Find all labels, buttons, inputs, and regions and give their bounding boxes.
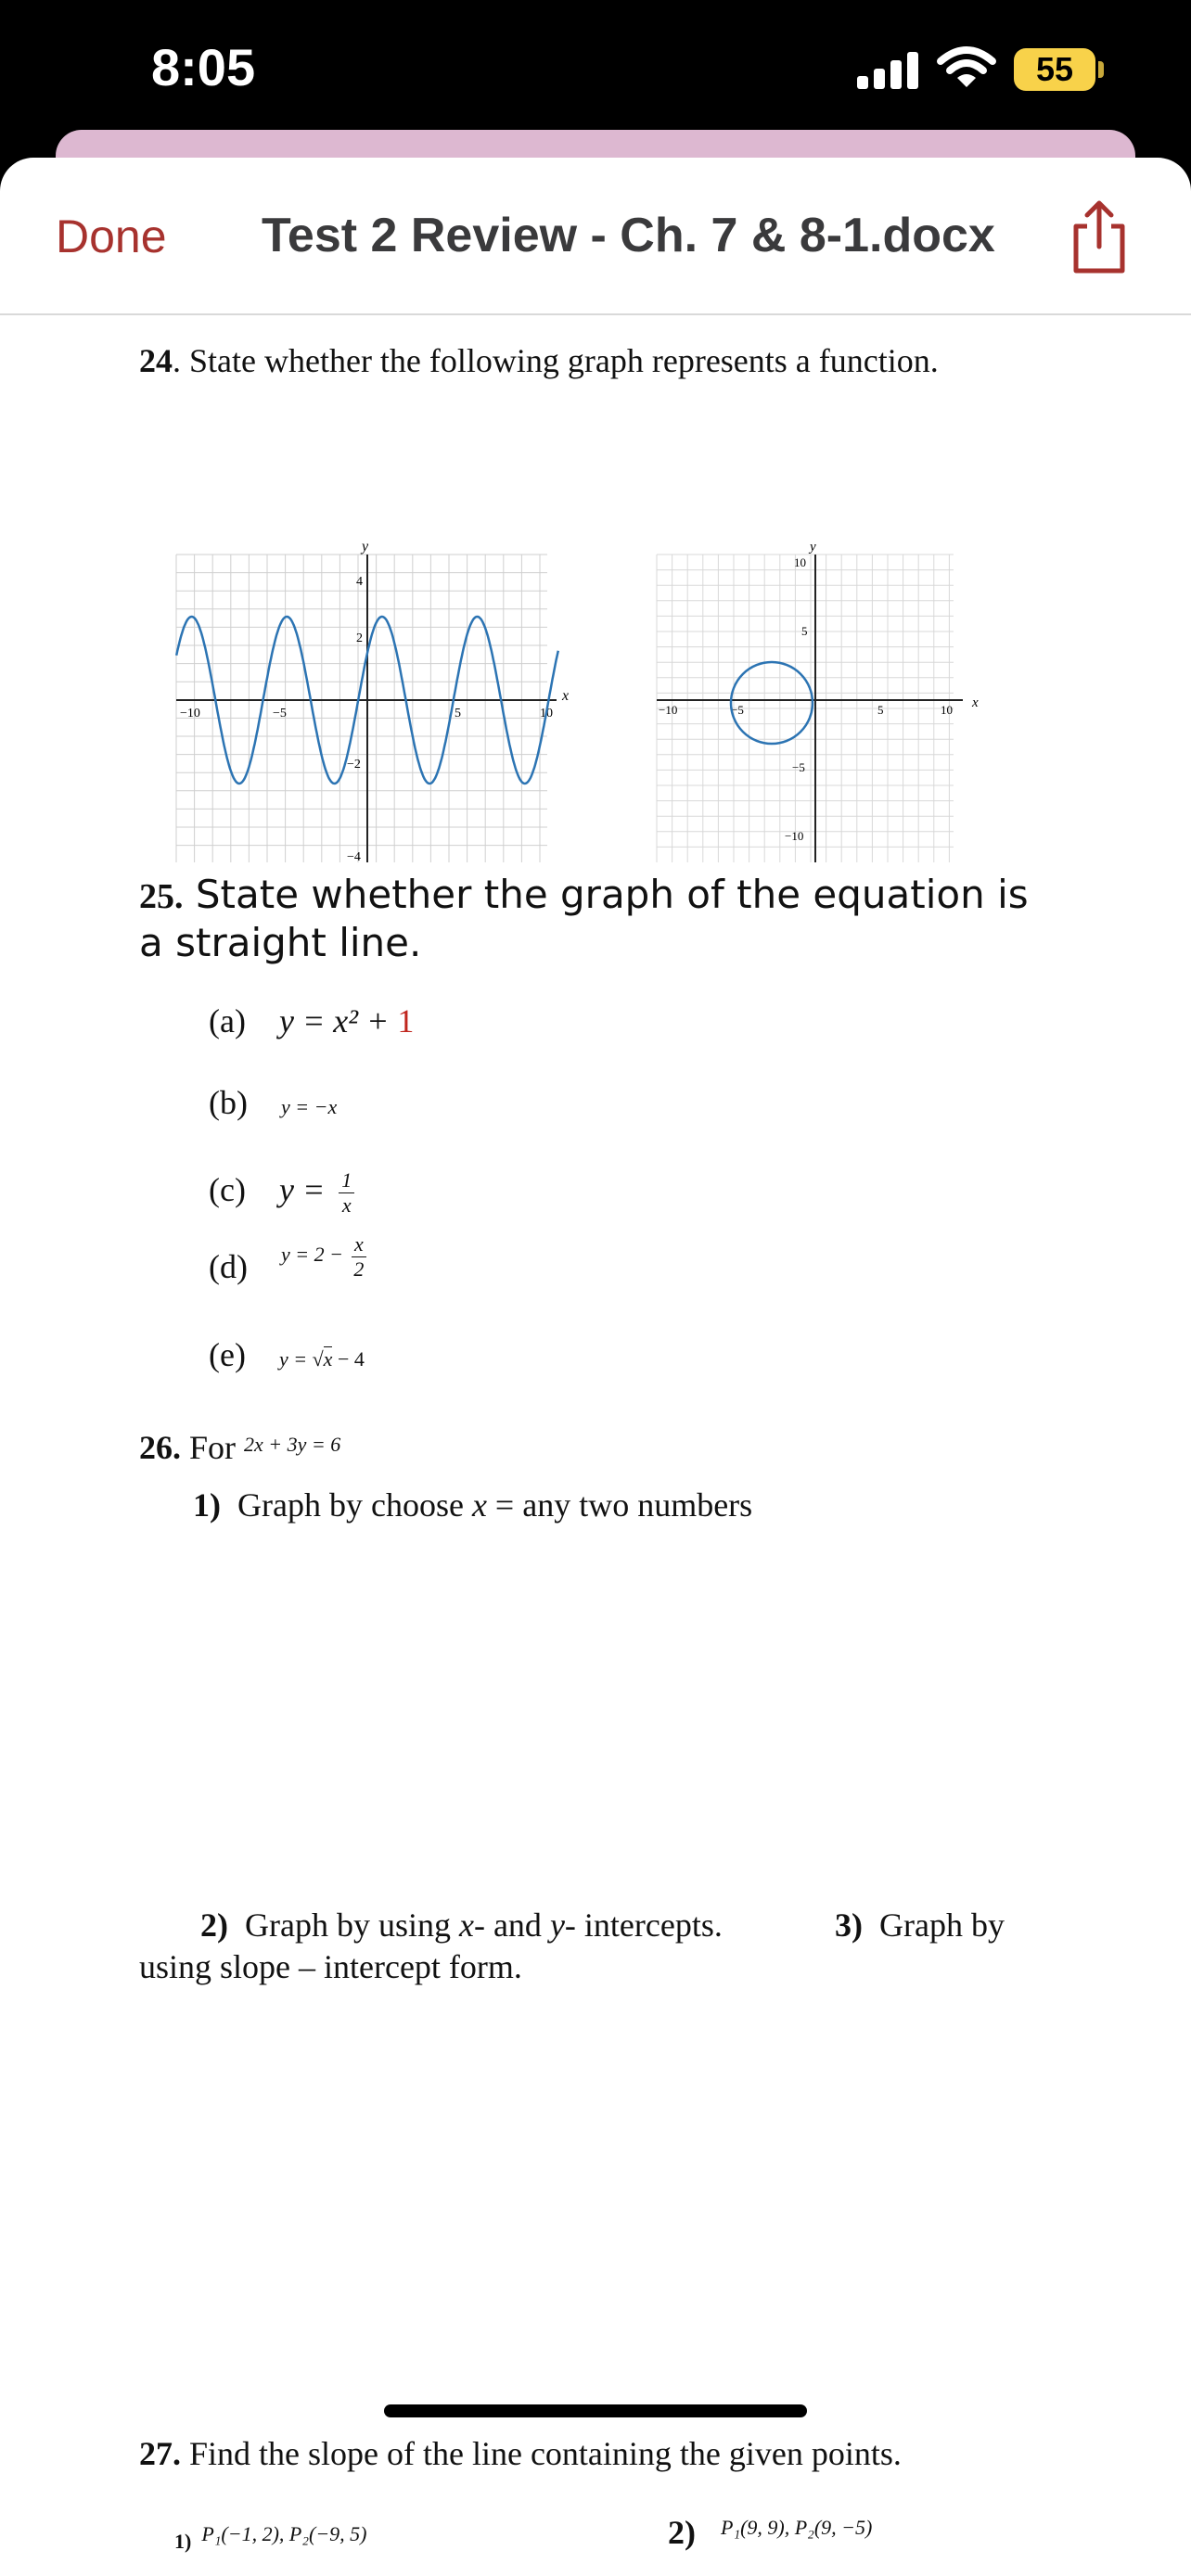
q26-step3	[835, 1906, 1005, 1945]
sqrt-symbol: √	[312, 1347, 324, 1371]
graph1-y-tick: 2	[356, 631, 363, 645]
share-icon[interactable]	[1067, 198, 1132, 276]
q25-text-line1: State whether the graph of the equation is	[195, 872, 1029, 917]
document-content	[0, 315, 1191, 2553]
graph1-y-tick: −4	[347, 850, 361, 864]
point-pair: P₁(9, 9), P₂(9, −5)	[721, 2516, 873, 2539]
battery-indicator: 55	[1014, 48, 1095, 91]
part-number: 1)	[174, 2530, 192, 2553]
graph2-x-tick: 10	[941, 703, 953, 717]
part-number: 2)	[668, 2514, 696, 2551]
sqrt-radicand: x	[323, 1347, 333, 1371]
status-bar	[0, 0, 1191, 130]
q24-text: State whether the following graph represents a function.	[189, 342, 939, 379]
graph2-x-tick: −10	[659, 703, 678, 717]
step-variable-x: x	[458, 1906, 474, 1944]
item-equation: y =	[278, 1170, 326, 1208]
item-fraction	[339, 1168, 354, 1218]
document-viewer	[0, 158, 1191, 2576]
q24-prompt: 24. State whether the following graph represents a function.	[139, 342, 939, 379]
q26-step3-continued: using slope – intercept form.	[139, 1948, 522, 1985]
graph2-x-tick: 5	[877, 703, 884, 717]
step-text-tail: = any two numbers	[486, 1486, 753, 1524]
q24-graph-circle	[657, 540, 1000, 876]
q26-equation: 2x + 3y = 6	[244, 1433, 341, 1456]
step-variable: x	[471, 1486, 487, 1524]
q26-prompt	[139, 1428, 340, 1467]
item-equation: y =	[278, 1347, 313, 1371]
item-equation-constant: 1	[397, 1002, 415, 1039]
graph2-y-tick: −10	[785, 829, 804, 843]
point-pair: P₁(−1, 2), P₂(−9, 5)	[201, 2522, 367, 2545]
item-equation: y = 2 −	[280, 1243, 343, 1266]
wifi-icon	[937, 46, 996, 89]
q27-part2	[668, 2513, 872, 2552]
graph2-y-tick: 10	[794, 555, 806, 569]
cellular-signal-icon	[857, 52, 922, 89]
graph1-y-label: y	[362, 539, 369, 555]
step-number: 1)	[193, 1486, 221, 1524]
q25-item-d	[209, 1232, 366, 1294]
item-label: (e)	[209, 1336, 246, 1373]
graph1-x-tick: 5	[455, 707, 461, 721]
step-text: Graph by	[879, 1906, 1005, 1944]
home-indicator[interactable]	[384, 2404, 807, 2417]
graph2-y-tick: 5	[801, 624, 808, 638]
q25-prompt	[139, 872, 1029, 966]
status-time: 8:05	[151, 38, 256, 96]
q26-for: For	[189, 1429, 237, 1466]
step-number: 3)	[835, 1906, 863, 1944]
q25-item-b	[209, 1083, 337, 1122]
fraction-denominator: x	[341, 1193, 352, 1217]
q26-number: 26.	[139, 1429, 181, 1466]
q26-step1	[193, 1486, 752, 1524]
item-label: (c)	[209, 1170, 246, 1208]
graph1-y-tick: −2	[347, 758, 361, 772]
q25-number: 25.	[139, 877, 184, 916]
q24-graph-sine	[176, 539, 575, 876]
q25-item-e	[209, 1335, 365, 1374]
graph1-x-tick: 10	[540, 707, 553, 721]
item-fraction	[352, 1232, 366, 1282]
document-title: Test 2 Review - Ch. 7 & 8-1.docx	[262, 209, 995, 262]
graph2-x-tick: −5	[731, 703, 744, 717]
graph2-x-label: x	[972, 695, 979, 710]
q27-text: Find the slope of the line containing the given points.	[189, 2435, 902, 2472]
q27-number: 27.	[139, 2435, 181, 2472]
graph2-y-tick: −5	[792, 760, 805, 774]
item-label: (a)	[209, 1002, 246, 1039]
graph2-y-label: y	[810, 540, 816, 555]
step-number: 2)	[200, 1906, 228, 1944]
q25-text-line2: a straight line.	[139, 920, 422, 965]
fraction-denominator: 2	[353, 1257, 365, 1282]
item-equation: y = −x	[280, 1095, 338, 1118]
graph1-y-tick: 4	[356, 575, 363, 589]
battery-cap	[1098, 61, 1104, 78]
graph1-x-tick: −5	[273, 707, 287, 721]
item-label: (b)	[209, 1084, 248, 1121]
item-label: (d)	[209, 1248, 248, 1285]
q27-part1	[174, 2522, 367, 2554]
step-text-tail: - intercepts.	[564, 1906, 723, 1944]
step-text: Graph by using	[245, 1906, 459, 1944]
fraction-numerator: x	[352, 1232, 366, 1257]
graph1-x-tick: −10	[180, 707, 200, 721]
q25-item-c	[209, 1168, 354, 1218]
done-button[interactable]: Done	[56, 210, 167, 262]
graph1-x-label: x	[562, 688, 570, 704]
q26-step2	[200, 1906, 723, 1945]
step-variable-y: y	[549, 1906, 565, 1944]
q25-item-a	[209, 1001, 414, 1040]
step-text-mid: - and	[473, 1906, 550, 1944]
q24-number: 24	[139, 342, 173, 379]
fraction-numerator: 1	[339, 1168, 354, 1193]
step-text: Graph by choose	[237, 1486, 472, 1524]
nav-bar	[0, 158, 1191, 315]
item-equation-tail: − 4	[332, 1347, 365, 1371]
item-equation: y = x² +	[278, 1002, 398, 1039]
q27-prompt	[139, 2434, 902, 2473]
